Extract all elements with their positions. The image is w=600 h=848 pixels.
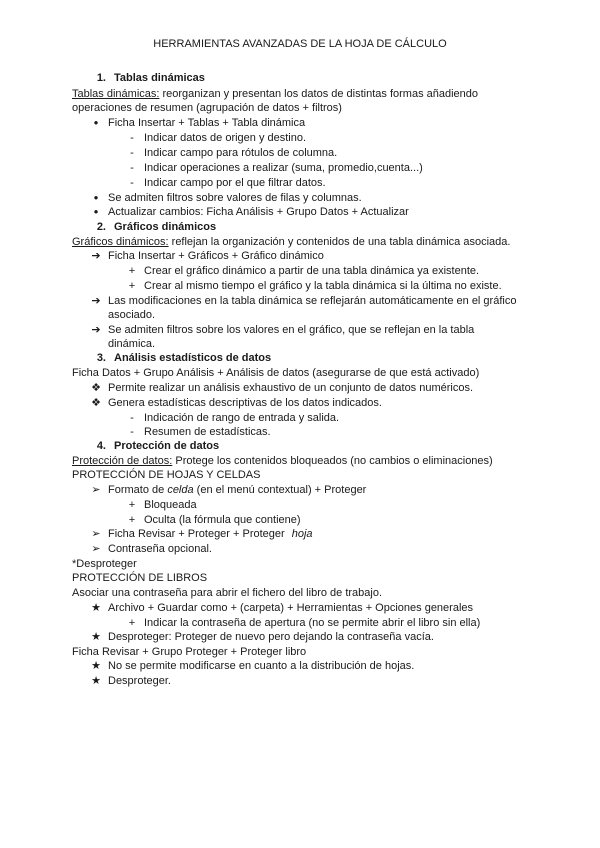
list-item-text: Indicar datos de origen y destino. xyxy=(144,132,307,144)
section-heading-text: Gráficos dinámicos xyxy=(114,221,217,233)
list-item-text: Actualizar cambios: Ficha Análisis + Grupo Datos + Actualizar xyxy=(108,206,409,218)
arrow-right-icon: ➔ xyxy=(91,295,101,307)
dash-icon: - xyxy=(130,162,134,174)
list-item-text: Desproteger. xyxy=(108,675,171,687)
section-intro: Ficha Datos + Grupo Análisis + Análisis de datos (asegurarse de que está activado) xyxy=(72,367,480,379)
plus-icon: + xyxy=(128,514,136,526)
star-icon: ★ xyxy=(91,660,101,672)
plus-icon: + xyxy=(128,499,136,511)
list-item-text: Ficha Insertar + Tablas + Tabla dinámica xyxy=(108,117,306,129)
books-intro: Asociar una contraseña para abrir el fichero del libro de trabajo. xyxy=(72,587,383,599)
list-item-text: Indicar campo por el que filtrar datos. xyxy=(144,177,326,189)
section-heading-statistics xyxy=(88,351,271,365)
definition-term: Tablas dinámicas: xyxy=(72,88,160,100)
list-item-text: Genera estadísticas descriptivas de los datos indicados. xyxy=(108,397,382,409)
plus-icon: + xyxy=(128,280,136,292)
definition-line xyxy=(72,87,478,101)
list-item-text: Crear al mismo tiempo el gráfico y la tabla dinámica si la última no existe. xyxy=(144,280,502,292)
list-item-text: Formato de celda (en el menú contextual) + Proteger xyxy=(108,484,367,496)
section-heading-data-protection xyxy=(88,439,219,453)
bullet-icon: ● xyxy=(93,118,99,127)
dash-icon: - xyxy=(130,177,134,189)
dash-icon: - xyxy=(130,132,134,144)
list-item-text: Archivo + Guardar como + (carpeta) + Herramientas + Opciones generales xyxy=(108,602,474,614)
section-heading-pivot-tables xyxy=(88,71,205,85)
star-icon: ★ xyxy=(91,602,101,614)
books-intro-2: Ficha Revisar + Grupo Proteger + Proteger libro xyxy=(72,646,307,658)
list-item-text: Contraseña opcional. xyxy=(108,543,212,555)
list-item-text: Ficha Insertar + Gráficos + Gráfico dinámico xyxy=(108,250,324,262)
subheading-sheets-cells: PROTECCIÓN DE HOJAS Y CELDAS xyxy=(72,469,261,481)
definition-line xyxy=(72,235,510,249)
list-item-text: Permite realizar un análisis exhaustivo de un conjunto de datos numéricos. xyxy=(108,382,474,394)
definition-continuation: operaciones de resumen (agrupación de datos + filtros) xyxy=(72,102,342,114)
subheading-books: PROTECCIÓN DE LIBROS xyxy=(72,572,208,584)
list-item-text: Oculta (la fórmula que contiene) xyxy=(144,514,301,526)
diamond-icon: ❖ xyxy=(91,382,101,394)
bullet-icon: ● xyxy=(93,207,99,216)
section-heading-text: Protección de datos xyxy=(114,440,220,452)
star-icon: ★ xyxy=(91,675,101,687)
dash-icon: - xyxy=(130,426,134,438)
list-item-text: Indicar operaciones a realizar (suma, promedio,cuenta...) xyxy=(144,162,423,174)
section-number: 1. xyxy=(96,72,106,84)
chevron-right-icon: ➢ xyxy=(91,528,101,540)
section-heading-pivot-charts xyxy=(88,220,216,234)
plus-icon: + xyxy=(128,265,136,277)
section-number: 3. xyxy=(96,352,106,364)
list-item-continuation: asociado. xyxy=(108,309,156,321)
definition-text: reflejan la organización y contenidos de una tabla dinámica asociada. xyxy=(168,236,511,248)
list-item-text: Las modificaciones en la tabla dinámica se reflejarán automáticamente en el gráfico xyxy=(108,295,517,307)
list-item-text: Se admiten filtros sobre valores de filas y columnas. xyxy=(108,192,362,204)
list-item-text: Ficha Revisar + Proteger + Proteger hoja xyxy=(108,528,313,540)
section-heading-text: Tablas dinámicas xyxy=(114,72,205,84)
definition-term: Gráficos dinámicos: xyxy=(72,236,169,248)
arrow-right-icon: ➔ xyxy=(91,324,101,336)
list-item-text: Se admiten filtros sobre los valores en el gráfico, que se reflejan en la tabla xyxy=(108,324,475,336)
list-item-text: Indicación de rango de entrada y salida. xyxy=(144,412,340,424)
list-item-continuation: dinámica. xyxy=(108,338,156,350)
diamond-icon: ❖ xyxy=(91,397,101,409)
chevron-right-icon: ➢ xyxy=(91,543,101,555)
star-icon: ★ xyxy=(91,631,101,643)
definition-term: Protección de datos: xyxy=(72,455,173,467)
list-item-text: No se permite modificarse en cuanto a la distribución de hojas. xyxy=(108,660,415,672)
definition-text: Protege los contenidos bloqueados (no cambios o eliminaciones) xyxy=(172,455,493,467)
dash-icon: - xyxy=(130,412,134,424)
list-item-text: Indicar campo para rótulos de columna. xyxy=(144,147,338,159)
section-heading-text: Análisis estadísticos de datos xyxy=(114,352,272,364)
definition-text: reorganizan y presentan los datos de distintas formas añadiendo xyxy=(159,88,479,100)
list-item-text: Resumen de estadísticas. xyxy=(144,426,271,438)
section-number: 2. xyxy=(96,221,106,233)
dash-icon: - xyxy=(130,147,134,159)
list-item-text: Desproteger: Proteger de nuevo pero dejando la contraseña vacía. xyxy=(108,631,434,643)
list-item-text: Crear el gráfico dinámico a partir de una tabla dinámica ya existente. xyxy=(144,265,480,277)
definition-line xyxy=(72,454,493,468)
bullet-icon: ● xyxy=(93,193,99,202)
page-title: HERRAMIENTAS AVANZADAS DE LA HOJA DE CÁLCULO xyxy=(153,38,447,50)
list-item-text: Bloqueada xyxy=(144,499,197,511)
list-item-text: Indicar la contraseña de apertura (no se permite abrir el libro sin ella) xyxy=(144,617,481,629)
arrow-right-icon: ➔ xyxy=(91,250,101,262)
plus-icon: + xyxy=(128,617,136,629)
note-unprotect: *Desproteger xyxy=(72,558,137,570)
section-number: 4. xyxy=(96,440,106,452)
chevron-right-icon: ➢ xyxy=(91,484,101,496)
